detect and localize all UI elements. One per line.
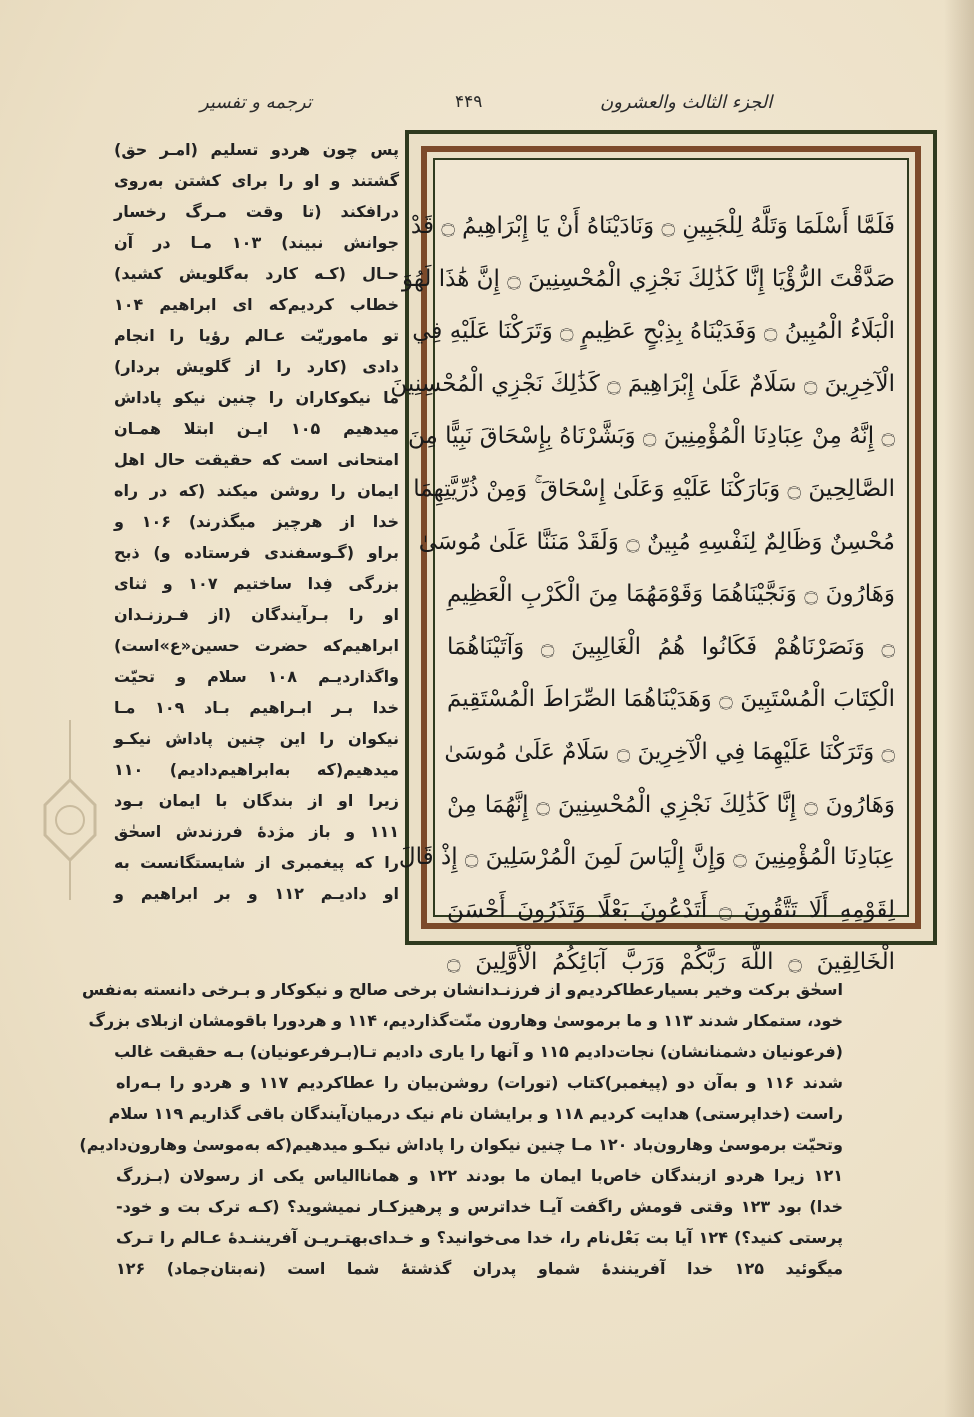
side-line: ایمان را روشن میکند (که در راه bbox=[114, 481, 399, 500]
quran-line: الْبَلَاءُ الْمُبِينُ ۝ وَفَدَيْنَاهُ بِذِبْحٍ عَظِيمٍ ۝ وَتَرَكْنَا عَلَيْهِ فِي bbox=[412, 318, 895, 345]
bottom-line: اسحٰق برکت وخیر بسیارعطاکردیم‌و از فرزنـدانشان برخی صالح و نیکوکار و بـرخی دانسته به‌نفس bbox=[82, 980, 843, 999]
bottom-line: پرستی کنید؟) ۱۲۴ آیا بت بَعْل‌نام را، خدا می‌خوانید؟ و خـدای‌بهتـریـن آفریننـدهٔ عـالم را تـرک bbox=[116, 1228, 843, 1247]
quran-line: وَهَارُونَ ۝ وَنَجَّيْنَاهُمَا وَقَوْمَهُمَا مِنَ الْكَرْبِ الْعَظِيمِ bbox=[447, 581, 895, 608]
bottom-line: شدند ۱۱۶ و به‌آن دو (پیغمبر)کتاب (تورات) روشن‌بیان را عطاکردیم ۱۱۷ و هردو را بـه‌راه bbox=[116, 1073, 844, 1092]
side-line: او را بـرآیندگان (از فـرزنـدان bbox=[114, 605, 399, 624]
quran-line: ۝ إِنَّهُ مِنْ عِبَادِنَا الْمُؤْمِنِينَ ۝ وَبَشَّرْنَاهُ بِإِسْحَاقَ نَبِيًّا مِنَ bbox=[407, 423, 895, 450]
header-left-title: ترجمه و تفسیر bbox=[200, 92, 312, 113]
quran-frame bbox=[390, 130, 937, 976]
side-line: جوانش نبیند) ۱۰۳ مـا در آن bbox=[114, 233, 400, 252]
side-line: خدا از هرچیز میگذرند) ۱۰۶ و bbox=[114, 512, 400, 531]
side-line: بزرگی فِدا ساختیم ۱۰۷ و ثنای bbox=[114, 574, 400, 593]
quran-line: الْآخِرِينَ ۝ سَلَامٌ عَلَىٰ إِبْرَاهِيمَ ۝ كَذَٰلِكَ نَجْزِي الْمُحْسِنِينَ bbox=[390, 370, 895, 397]
quran-line: لِقَوْمِهِ أَلَا تَتَّقُونَ ۝ أَتَدْعُونَ بَعْلًا وَتَذَرُونَ أَحْسَنَ bbox=[447, 896, 895, 923]
bottom-line: ۱۲۱ زیرا هردو ازبندگان خاص‌با ایمان ما بودند ۱۲۲ و هماناالیاس یکی از رسولان (بـزرگ bbox=[116, 1166, 843, 1185]
quran-line: مُحْسِنٌ وَظَالِمٌ لِنَفْسِهِ مُبِينٌ ۝ وَلَقَدْ مَنَنَّا عَلَىٰ مُوسَىٰ bbox=[418, 528, 895, 555]
side-line: پس چون هردو تسلیم (امـر حق) bbox=[114, 140, 399, 159]
side-line: نیکوان را این چنین پاداش نیکـو bbox=[114, 729, 399, 748]
bottom-line: راست (خداپرستی) هدایت کردیم ۱۱۸ و برایشان نام نیک درمیان‌آیندگان باقی گذاریم ۱۱۹ سلام bbox=[108, 1104, 843, 1123]
bottom-line: (فرعونیان دشمنانشان) نجات‌دادیم ۱۱۵ و آنها را یاری دادیم تـا(بـرفرعونیان) بـه حقیقت غالب bbox=[114, 1042, 843, 1061]
quran-frame-border bbox=[390, 146, 921, 976]
page-binding-shadow bbox=[944, 0, 974, 1417]
quran-line: وَهَارُونَ ۝ إِنَّا كَذَٰلِكَ نَجْزِي الْمُحْسِنِينَ ۝ إِنَّهُمَا مِنْ bbox=[447, 791, 895, 818]
quran-line: الْكِتَابَ الْمُسْتَبِينَ ۝ وَهَدَيْنَاهُمَا الصِّرَاطَ الْمُسْتَقِيمَ bbox=[447, 686, 895, 713]
quran-text bbox=[390, 200, 895, 989]
side-line: گشتند و او را برای کشتن به‌روی bbox=[114, 171, 399, 190]
bottom-line: وتحیّت برموسیٰ وهارون‌باد ۱۲۰ مـا چنین نیکوان را پاداش نیکـو میدهیم(که به‌موسیٰ وهارون‌دادیم) bbox=[79, 1135, 843, 1154]
side-line: را که پیغمبری از شایستگانست به bbox=[114, 853, 399, 872]
side-line: درافکند (تا وقت مـرگ رخسار bbox=[114, 202, 399, 221]
side-line: ۱۱۱ و باز مژدهٔ فرزندش اسحٰق bbox=[114, 822, 399, 841]
quran-line: ۝ وَتَرَكْنَا عَلَيْهِمَا فِي الْآخِرِينَ ۝ سَلَامٌ عَلَىٰ مُوسَىٰ bbox=[444, 738, 895, 765]
quran-line: الْخَالِقِينَ ۝ اللَّهَ رَبَّكُمْ وَرَبَّ آبَائِكُمُ الْأَوَّلِينَ ۝ bbox=[447, 949, 895, 976]
side-line: ابراهیم‌که حضرت حسین«ع»است) bbox=[114, 636, 399, 655]
side-line: او دادیـم ۱۱۲ و بر ابراهیم و bbox=[114, 884, 399, 903]
side-line: خدا بـر ابـراهیم بـاد ۱۰۹ مـا bbox=[114, 698, 400, 717]
translation-bottom-block bbox=[79, 974, 844, 1284]
side-line: امتحانی است که حقیقت حال اهل bbox=[114, 450, 399, 469]
quran-line: فَلَمَّا أَسْلَمَا وَتَلَّهُ لِلْجَبِينِ ۝ وَنَادَيْنَاهُ أَنْ يَا إِبْرَاهِيمُ ۝ قَدْ bbox=[410, 213, 895, 239]
bottom-line: خدا) بود ۱۲۳ وقتی قومش راگفت آیـا خداترس و پرهیزکـار نمیشوید؟ (کـه ترک بت و خود- bbox=[116, 1197, 844, 1216]
page-number: ۴۴۹ bbox=[455, 92, 483, 112]
quran-line: الصَّالِحِينَ ۝ وَبَارَكْنَا عَلَيْهِ وَعَلَىٰ إِسْحَاقَ ۚ وَمِنْ ذُرِّيَّتِهِمَا bbox=[413, 475, 895, 502]
side-line: میدهیم ۱۰۵ ایـن ابتلا همـان bbox=[114, 419, 400, 438]
side-line: میدهیم(که به‌ابراهیم‌دادیم) ۱۱۰ bbox=[114, 760, 399, 779]
side-line: براو (گـوسفندی فرستاده و) ذبح bbox=[114, 543, 399, 562]
side-line: زیرا او از بندگان با ایمان بـود bbox=[114, 791, 399, 810]
bottom-line: میگوئید ۱۲۵ خدا آفرینندهٔ شماو پدران گذشتهٔ شما است (نه‌بتان‌جماد) ۱۲۶ bbox=[116, 1259, 844, 1278]
side-line: تو ماموریّت عـالم رؤیا را انجام bbox=[114, 326, 399, 345]
side-line: حـال (کـه کارد به‌گلویش کشید) bbox=[114, 264, 399, 283]
side-line: دادی (کارد را از گلویش بردار) bbox=[114, 357, 399, 376]
side-line: خطاب کردیم‌که ای ابراهیم ۱۰۴ bbox=[114, 295, 399, 314]
quran-line: عِبَادِنَا الْمُؤْمِنِينَ ۝ وَإِنَّ إِلْيَاسَ لَمِنَ الْمُرْسَلِينَ ۝ إِذْ قَالَ bbox=[398, 844, 895, 871]
quran-line: صَدَّقْتَ الرُّؤْيَا إِنَّا كَذَٰلِكَ نَجْزِي الْمُحْسِنِينَ ۝ إِنَّ هَٰذَا لَهُوَ bbox=[401, 265, 895, 292]
quran-line: ۝ وَنَصَرْنَاهُمْ فَكَانُوا هُمُ الْغَالِبِينَ ۝ وَآتَيْنَاهُمَا bbox=[447, 633, 895, 660]
bottom-line: خود، ستمکار شدند ۱۱۳ و ما برموسیٰ وهارون منّت‌گذاردیم، ۱۱۴ و هردورا باقومشان ازبلای بزرگ bbox=[88, 1011, 843, 1030]
translation-side-column bbox=[114, 134, 399, 909]
side-line: ما نیکوکاران را چنین نیکو پاداش bbox=[114, 388, 399, 407]
side-line: واگذارديـم ۱۰۸ سلام و تحیّت bbox=[114, 667, 399, 686]
header-right-title: الجزء الثالث والعشرون bbox=[600, 92, 773, 113]
margin-ornament-icon bbox=[40, 720, 100, 900]
quran-text-area bbox=[390, 158, 909, 976]
